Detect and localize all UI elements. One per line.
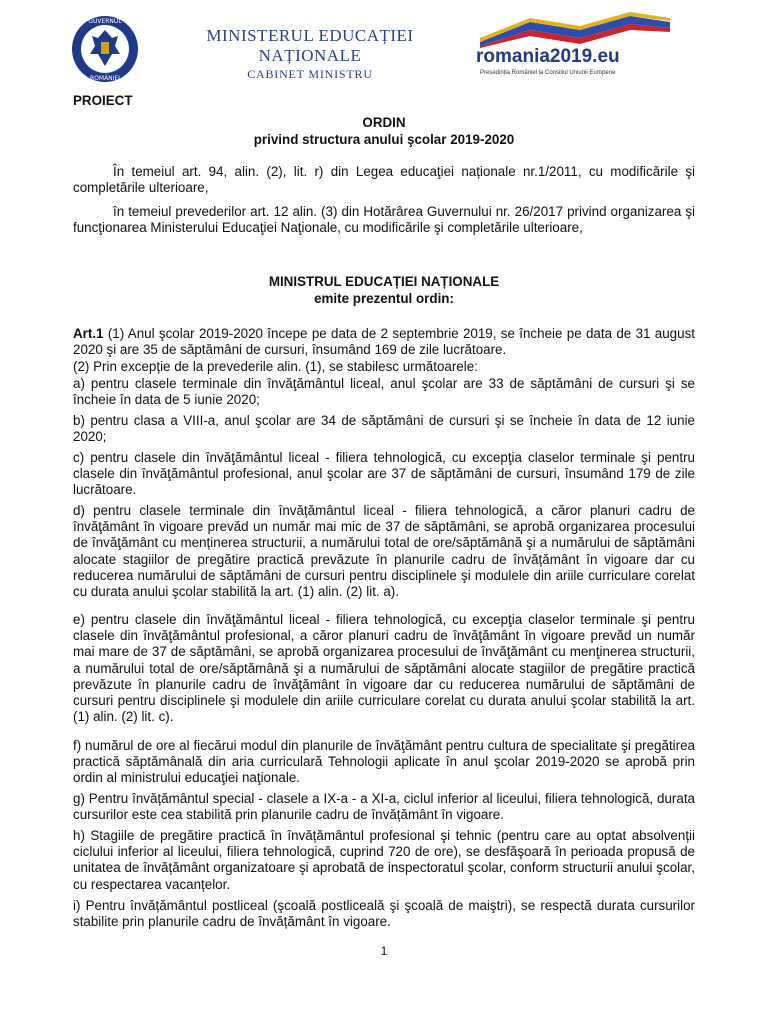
seal-text-top: GUVERNUL xyxy=(88,18,122,25)
point-g: g) Pentru învățământul special - clasele a IX-a - a XI-a, ciclul inferior al liceului, filiera tehnologică, durata cursurilor este cea stabilită prin planurile cadru de învățământ în vigoare. xyxy=(73,791,695,823)
seal-text-bottom: ROMÂNIEI xyxy=(90,75,120,82)
government-seal-icon xyxy=(70,14,140,84)
article-1-text: (1) Anul şcolar 2019-2020 începe pe data de 2 septembrie 2019, se încheie pe data de 31 august 2020 şi are 35 de săptămâni de cursuri, însumând 169 de zile lucrătoare. xyxy=(73,326,695,358)
document-title: ORDIN xyxy=(362,115,406,130)
point-d: d) pentru clasele terminale din învățământul liceal - filiera tehnologică, a căror planuri cadru de învăţământ în vigoare prevăd un număr mai mic de 37 de săptămâni, se aprobă organizarea procesului de învăţământ cu menținerea structurii, a numărului total de ore/săptămână şi a numărului de săptămâni alocate stagiilor de pregătire practică prevăzute în planurile cadru de învățământ în vigoare dar cu reducerea numărului de săptămâni de cursuri pentru disciplinele şi modulele din ariile curriculare corelat cu durata anului şcolar stabilită la art. (1) alin. (2) lit. a). xyxy=(73,503,695,600)
emite-heading: emite prezentul ordin: xyxy=(314,291,454,306)
point-a: a) pentru clasele terminale din învăţământul liceal, anul şcolar are 33 de săptămâni de cursuri şi se încheie în data de 5 iunie 2020; xyxy=(73,376,695,408)
presidency-stripes-icon xyxy=(470,8,690,48)
point-e: e) pentru clasele din învăţământul liceal - filiera tehnologică, cu excepţia claselor terminale şi pentru clasele din învăţământul profesional, a căror planuri cadru de învăţământ în vigoare prevăd un număr mai mare de 37 de săptămâni, se aprobă organizarea procesului de învăţământ cu menţinerea structurii, a numărului total de ore/săptămână şi a numărului de săptămâni alocate stagiilor de pregătire practică prevăzute în planurile cadru de învăţământ în vigoare dar cu reducerea numărului de săptămâni de cursuri pentru disciplinele şi modulele din ariile curriculare corelat cu durata anului şcolar stabilită la art. (1) alin. (2) lit. c). xyxy=(73,612,695,725)
proiect-label: PROIECT xyxy=(73,93,133,108)
paragraph-2: (2) Prin excepție de la prevederile alin. (1), se stabilesc următoarele: xyxy=(73,359,478,374)
point-f: f) numărul de ore al fiecărui modul din planurile de învăţământ pentru cultura de specialitate şi pregătirea practică săptămânală din aria curriculară Tehnologii aplicate în anul şcolar 2019-2020 se aprobă prin ordin al ministrului educaţiei naţionale. xyxy=(73,738,695,786)
ministry-name-block xyxy=(160,26,460,82)
legal-basis-2: în temeiul prevederilor art. 12 alin. (3) din Hotărârea Guvernului nr. 26/2017 privind organizarea şi funcţionarea Ministerului Educaţiei Naţionale, cu modificările şi completările ulterioare, xyxy=(73,204,695,236)
minister-heading: MINISTRUL EDUCAȚIEI NAȚIONALE xyxy=(268,274,500,289)
point-h: h) Stagiile de pregătire practică în învățământul profesional şi tehnic (pentru care au optat absolvenții ciclului inferior al liceului, filiera tehnologică, cuprind 720 de ore), se desfăşoară în perioada propusă de unitatea de învățământ organizatoare şi aprobată de inspectoratul şcolar, conform structurii anului şcolar, cu respectarea vacanțelor. xyxy=(73,828,695,892)
point-b: b) pentru clasa a VIII-a, anul şcolar are 34 de săptămâni de cursuri şi se încheie în data de 12 iunie 2020; xyxy=(73,413,695,445)
page-number: 1 xyxy=(380,944,388,958)
document-subtitle: privind structura anului şcolar 2019-2020 xyxy=(253,132,515,147)
article-1-label: Art.1 xyxy=(73,326,104,341)
presidency-logo-subtitle: Președinția României la Consiliul Uniunii Europene xyxy=(480,70,616,76)
article-1 xyxy=(73,326,695,358)
presidency-logo-text: romania2019.eu xyxy=(476,46,620,67)
eu-presidency-logo xyxy=(470,8,690,80)
letterhead xyxy=(0,0,768,90)
point-i: i) Pentru învățământul postliceal (şcoală postliceală şi şcoală de maiştri), se respectă durata cursurilor stabilite prin planurile cadru de învățământ în vigoare. xyxy=(73,898,695,930)
ministry-subtitle: CABINET MINISTRU xyxy=(247,67,373,81)
point-c: c) pentru clasele din învăţământul liceal - filiera tehnologică, cu excepţia claselor terminale şi pentru clasele din învăţământul profesional, anul şcolar are 37 de săptămâni de cursuri, însumând 179 de zile lucrătoare. xyxy=(73,450,695,498)
legal-basis-1: În temeiul art. 94, alin. (2), lit. r) din Legea educaţiei naționale nr.1/2011, cu modificările şi completările ulterioare, xyxy=(73,164,695,196)
ministry-name: MINISTERUL EDUCAȚIEI NAȚIONALE xyxy=(206,26,414,65)
